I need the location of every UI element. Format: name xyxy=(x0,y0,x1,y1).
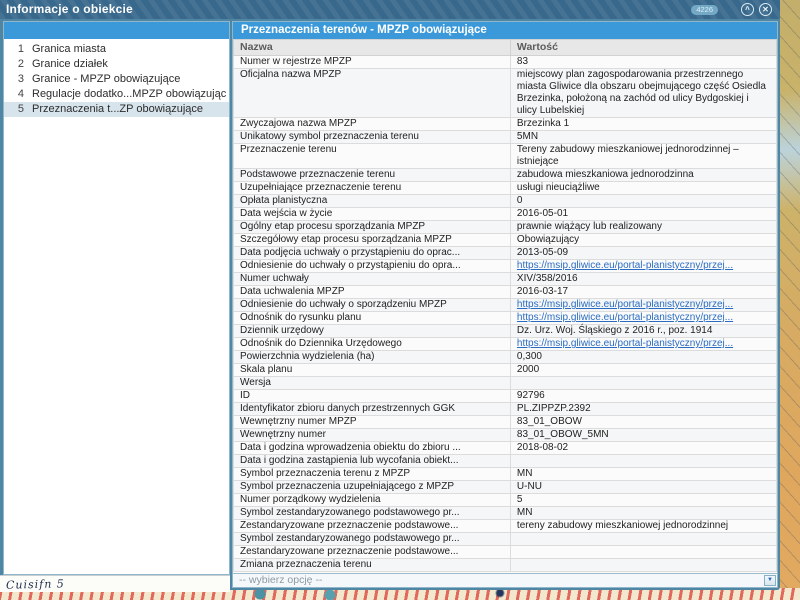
attribute-value-link[interactable]: https://msip.gliwice.eu/portal-planistyczny/przej... xyxy=(510,312,776,325)
close-icon[interactable]: ✕ xyxy=(759,3,772,16)
layer-label: Regulacje dodatko...MPZP obowiązując xyxy=(32,88,227,100)
table-row xyxy=(234,144,777,169)
attribute-name: Zestandaryzowane przeznaczenie podstawowe... xyxy=(234,520,511,533)
attribute-value: 2016-03-17 xyxy=(510,286,776,299)
table-row xyxy=(234,69,777,118)
count-badge: 4226 xyxy=(691,5,718,15)
table-row xyxy=(234,416,777,429)
table-row xyxy=(234,234,777,247)
attribute-name: Powierzchnia wydzielenia (ha) xyxy=(234,351,511,364)
attribute-name: Identyfikator zbioru danych przestrzennych GGK xyxy=(234,403,511,416)
sidebar-layer-item[interactable] xyxy=(4,102,229,117)
option-select-placeholder[interactable]: -- wybierz opcję -- xyxy=(239,574,323,586)
attribute-table-wrap xyxy=(233,39,777,573)
attribute-name: Data i godzina zastąpienia lub wycofania obiekt... xyxy=(234,455,511,468)
attribute-name: Szczegółowy etap procesu sporządzania MPZP xyxy=(234,234,511,247)
attribute-name: Symbol zestandaryzowanego podstawowego pr... xyxy=(234,533,511,546)
attribute-name: Przeznaczenie terenu xyxy=(234,144,511,169)
attribute-panel-title: Przeznaczenia terenów - MPZP obowiązujące xyxy=(233,22,777,39)
table-header-row xyxy=(234,40,777,56)
attribute-value xyxy=(510,546,776,559)
attribute-name: Unikatowy symbol przeznaczenia terenu xyxy=(234,131,511,144)
layer-label: Granice działek xyxy=(32,58,108,70)
table-row xyxy=(234,442,777,455)
table-row xyxy=(234,325,777,338)
attribute-value xyxy=(510,455,776,468)
attribute-value: zabudowa mieszkaniowa jednorodzinna xyxy=(510,169,776,182)
table-row xyxy=(234,312,777,325)
table-row xyxy=(234,56,777,69)
sidebar-layer-item[interactable] xyxy=(4,72,229,87)
attribute-name: Wersja xyxy=(234,377,511,390)
attribute-name: ID xyxy=(234,390,511,403)
attribute-value: 83_01_OBOW xyxy=(510,416,776,429)
layer-number: 1 xyxy=(17,43,24,55)
attribute-name: Ogólny etap procesu sporządzania MPZP xyxy=(234,221,511,234)
table-row xyxy=(234,546,777,559)
column-header-name: Nazwa xyxy=(234,40,511,56)
table-row xyxy=(234,208,777,221)
layer-list xyxy=(4,39,229,574)
attribute-name: Data uchwalenia MPZP xyxy=(234,286,511,299)
attribute-value: 92796 xyxy=(510,390,776,403)
layer-number: 4 xyxy=(17,88,24,100)
attribute-name: Zestandaryzowane przeznaczenie podstawowe... xyxy=(234,546,511,559)
table-row xyxy=(234,364,777,377)
attribute-value: U-NU xyxy=(510,481,776,494)
table-row xyxy=(234,131,777,144)
attribute-value: MN xyxy=(510,468,776,481)
table-row xyxy=(234,559,777,572)
table-row xyxy=(234,507,777,520)
attribute-name: Data i godzina wprowadzenia obiektu do zbioru ... xyxy=(234,442,511,455)
attribute-name: Symbol zestandaryzowanego podstawowego pr... xyxy=(234,507,511,520)
attribute-value xyxy=(510,377,776,390)
attribute-name: Opłata planistyczna xyxy=(234,195,511,208)
attribute-name: Dziennik urzędowy xyxy=(234,325,511,338)
table-row xyxy=(234,338,777,351)
attribute-value xyxy=(510,533,776,546)
table-row xyxy=(234,468,777,481)
attribute-name: Zwyczajowa nazwa MPZP xyxy=(234,118,511,131)
attribute-name: Numer w rejestrze MPZP xyxy=(234,56,511,69)
attribute-name: Symbol przeznaczenia terenu z MPZP xyxy=(234,468,511,481)
attribute-value: 2013-05-09 xyxy=(510,247,776,260)
attribute-value: usługi nieuciążliwe xyxy=(510,182,776,195)
layer-list-header xyxy=(4,22,229,39)
attribute-value: 5 xyxy=(510,494,776,507)
attribute-name: Numer uchwały xyxy=(234,273,511,286)
attribute-value: 5MN xyxy=(510,131,776,144)
map-script-label: Cuisifn 5 xyxy=(5,577,66,592)
attribute-value: prawnie wiążący lub realizowany xyxy=(510,221,776,234)
table-row xyxy=(234,403,777,416)
table-row xyxy=(234,247,777,260)
dialog-title: Informacje o obiekcie xyxy=(6,2,133,16)
attribute-value: PL.ZIPPZP.2392 xyxy=(510,403,776,416)
option-select-bar[interactable] xyxy=(233,573,777,587)
layer-list-pane xyxy=(3,21,230,575)
attribute-value: 2000 xyxy=(510,364,776,377)
sidebar-layer-item[interactable] xyxy=(4,57,229,72)
column-header-value: Wartość xyxy=(510,40,776,56)
attribute-name: Uzupełniające przeznaczenie terenu xyxy=(234,182,511,195)
map-right-strip xyxy=(780,0,800,600)
attribute-table-body xyxy=(234,56,777,572)
sidebar-layer-item[interactable] xyxy=(4,42,229,57)
attribute-value: Obowiązujący xyxy=(510,234,776,247)
attribute-pane xyxy=(232,21,778,588)
attribute-name: Wewnętrzny numer MPZP xyxy=(234,416,511,429)
table-row xyxy=(234,299,777,312)
attribute-value: 0,300 xyxy=(510,351,776,364)
table-row xyxy=(234,481,777,494)
table-row xyxy=(234,221,777,234)
layer-number: 5 xyxy=(17,103,24,115)
attribute-name: Data podjęcia uchwały o przystąpieniu do oprac... xyxy=(234,247,511,260)
table-row xyxy=(234,273,777,286)
attribute-value: Tereny zabudowy mieszkaniowej jednorodzinnej – istniejące xyxy=(510,144,776,169)
table-row xyxy=(234,377,777,390)
attribute-value-link[interactable]: https://msip.gliwice.eu/portal-planistyczny/przej... xyxy=(510,338,776,351)
table-row xyxy=(234,494,777,507)
attribute-value: MN xyxy=(510,507,776,520)
table-row xyxy=(234,118,777,131)
layer-number: 3 xyxy=(17,73,24,85)
table-row xyxy=(234,455,777,468)
attribute-value: 0 xyxy=(510,195,776,208)
table-row xyxy=(234,429,777,442)
attribute-name: Symbol przeznaczenia uzupełniającego z MPZP xyxy=(234,481,511,494)
attribute-value: 83 xyxy=(510,56,776,69)
attribute-name: Odniesienie do uchwały o sporządzeniu MPZP xyxy=(234,299,511,312)
attribute-value: Dz. Urz. Woj. Śląskiego z 2016 r., poz. 1914 xyxy=(510,325,776,338)
attribute-value: miejscowy plan zagospodarowania przestrzennego miasta Gliwice dla obszaru obejmującego część Osiedla Brzezinka, położoną na zachód od ulicy Bydgoskiej i ulicy Lubelskiej xyxy=(510,69,776,118)
collapse-icon[interactable]: ^ xyxy=(741,3,754,16)
attribute-value: XIV/358/2016 xyxy=(510,273,776,286)
chevron-down-icon[interactable]: ▼ xyxy=(764,575,776,586)
layer-label: Przeznaczenia t...ZP obowiązujące xyxy=(32,103,203,115)
layer-label: Granice - MPZP obowiązujące xyxy=(32,73,181,85)
table-row xyxy=(234,286,777,299)
table-row xyxy=(234,520,777,533)
attribute-name: Odnośnik do rysunku planu xyxy=(234,312,511,325)
table-row xyxy=(234,169,777,182)
attribute-value xyxy=(510,559,776,572)
attribute-name: Wewnętrzny numer xyxy=(234,429,511,442)
layer-label: Granica miasta xyxy=(32,43,106,55)
table-row xyxy=(234,390,777,403)
attribute-name: Odnośnik do Dziennika Urzędowego xyxy=(234,338,511,351)
table-row xyxy=(234,260,777,273)
table-row xyxy=(234,195,777,208)
attribute-name: Data wejścia w życie xyxy=(234,208,511,221)
attribute-value: 2018-08-02 xyxy=(510,442,776,455)
dialog-title-bar xyxy=(0,0,780,19)
attribute-value-link[interactable]: https://msip.gliwice.eu/portal-planistyczny/przej... xyxy=(510,299,776,312)
attribute-name: Skala planu xyxy=(234,364,511,377)
attribute-value: 83_01_OBOW_5MN xyxy=(510,429,776,442)
attribute-name: Zmiana przeznaczenia terenu xyxy=(234,559,511,572)
table-row xyxy=(234,182,777,195)
attribute-value: 2016-05-01 xyxy=(510,208,776,221)
attribute-value: tereny zabudowy mieszkaniowej jednorodzinnej xyxy=(510,520,776,533)
attribute-name: Oficjalna nazwa MPZP xyxy=(234,69,511,118)
sidebar-layer-item[interactable] xyxy=(4,87,229,102)
layer-number: 2 xyxy=(17,58,24,70)
table-row xyxy=(234,533,777,546)
map-bottom-left-patch xyxy=(0,575,230,592)
table-row xyxy=(234,351,777,364)
attribute-name: Numer porządkowy wydzielenia xyxy=(234,494,511,507)
attribute-table xyxy=(233,39,777,572)
attribute-value-link[interactable]: https://msip.gliwice.eu/portal-planistyczny/przej... xyxy=(510,260,776,273)
attribute-value: Brzezinka 1 xyxy=(510,118,776,131)
attribute-name: Odniesienie do uchwały o przystąpieniu do opra... xyxy=(234,260,511,273)
attribute-name: Podstawowe przeznaczenie terenu xyxy=(234,169,511,182)
